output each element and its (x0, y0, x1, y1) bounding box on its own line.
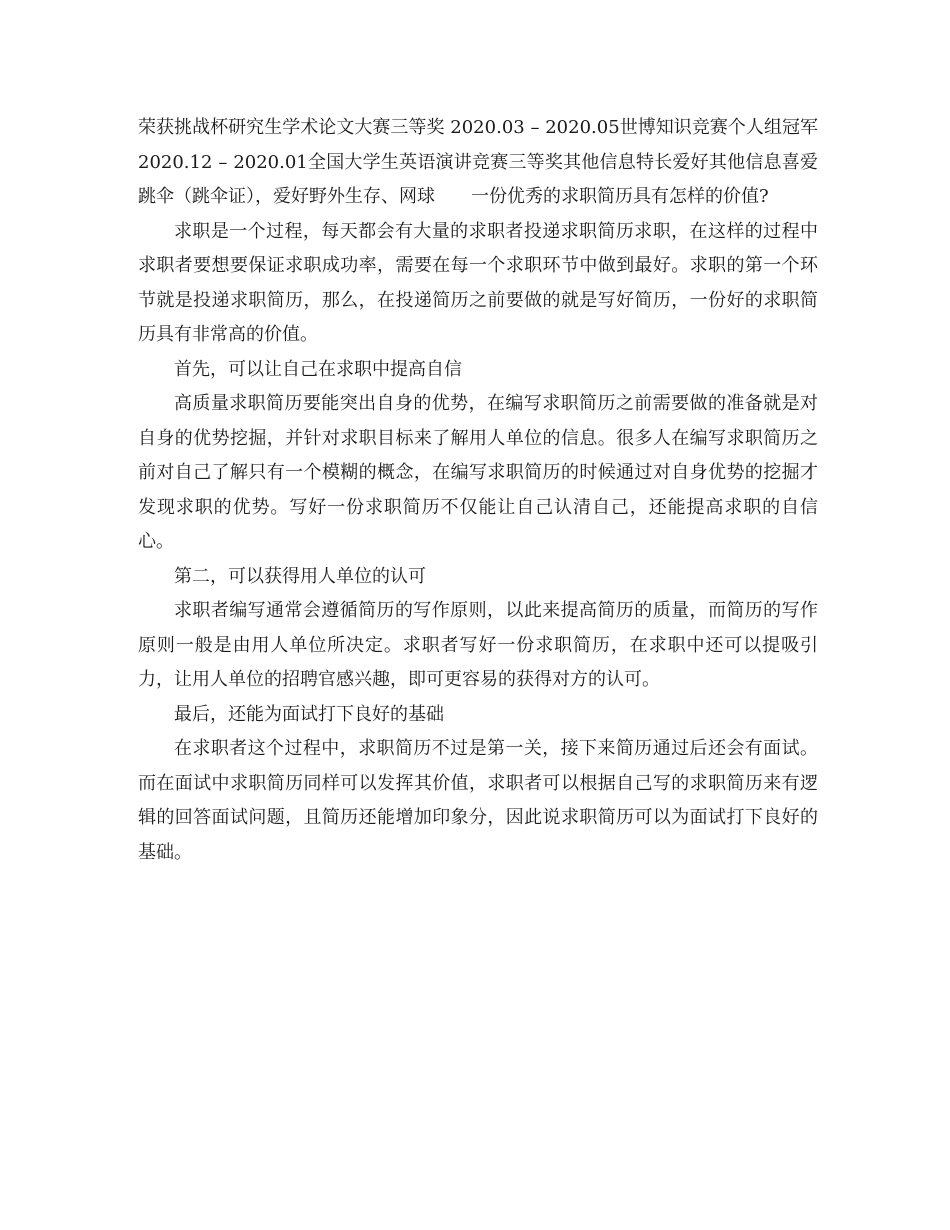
document-body (138, 111, 818, 870)
paragraph-awards: 荣获挑战杯研究生学术论文大赛三等奖 2020.03 – 2020.05世博知识竞赛个人组冠军2020.12 – 2020.01全国大学生英语演讲竞赛三等奖其他信息特长爱好其他信息喜爱跳伞（跳伞证），爱好野外生存、网球 一份优秀的求职简历具有怎样的价值? (138, 117, 818, 207)
paragraph-last: 在求职者这个过程中，求职简历不过是第一关，接下来简历通过后还会有面试。而在面试中求职简历同样可以发挥其价值，求职者可以根据自己写的求职简历来有逻辑的回答面试问题，且简历还能增加印象分，因此说求职简历可以为面试打下良好的基础。 (138, 738, 818, 863)
heading-second: 第二，可以获得用人单位的认可 (174, 565, 426, 587)
paragraph-intro: 求职是一个过程，每天都会有大量的求职者投递求职简历求职，在这样的过程中求职者要想要保证求职成功率，需要在每一个求职环节中做到最好。求职的第一个环节就是投递求职简历，那么，在投递简历之前要做的就是写好简历，一份好的求职简历具有非常高的价值。 (138, 220, 818, 345)
heading-first: 首先，可以让自己在求职中提高自信 (174, 358, 462, 380)
heading-last: 最后，还能为面试打下良好的基础 (174, 703, 444, 725)
paragraph-first: 高质量求职简历要能突出自身的优势，在编写求职简历之前需要做的准备就是对自身的优势挖掘，并针对求职目标来了解用人单位的信息。很多人在编写求职简历之前对自己了解只有一个模糊的概念，在编写求职简历的时候通过对自身优势的挖掘才发现求职的优势。写好一份求职简历不仅能让自己认清自己，还能提高求职的自信心。 (138, 393, 818, 552)
paragraph-second: 求职者编写通常会遵循简历的写作原则，以此来提高简历的质量，而简历的写作原则一般是由用人单位所决定。求职者写好一份求职简历，在求职中还可以提吸引力，让用人单位的招聘官感兴趣，即可更容易的获得对方的认可。 (138, 600, 818, 690)
